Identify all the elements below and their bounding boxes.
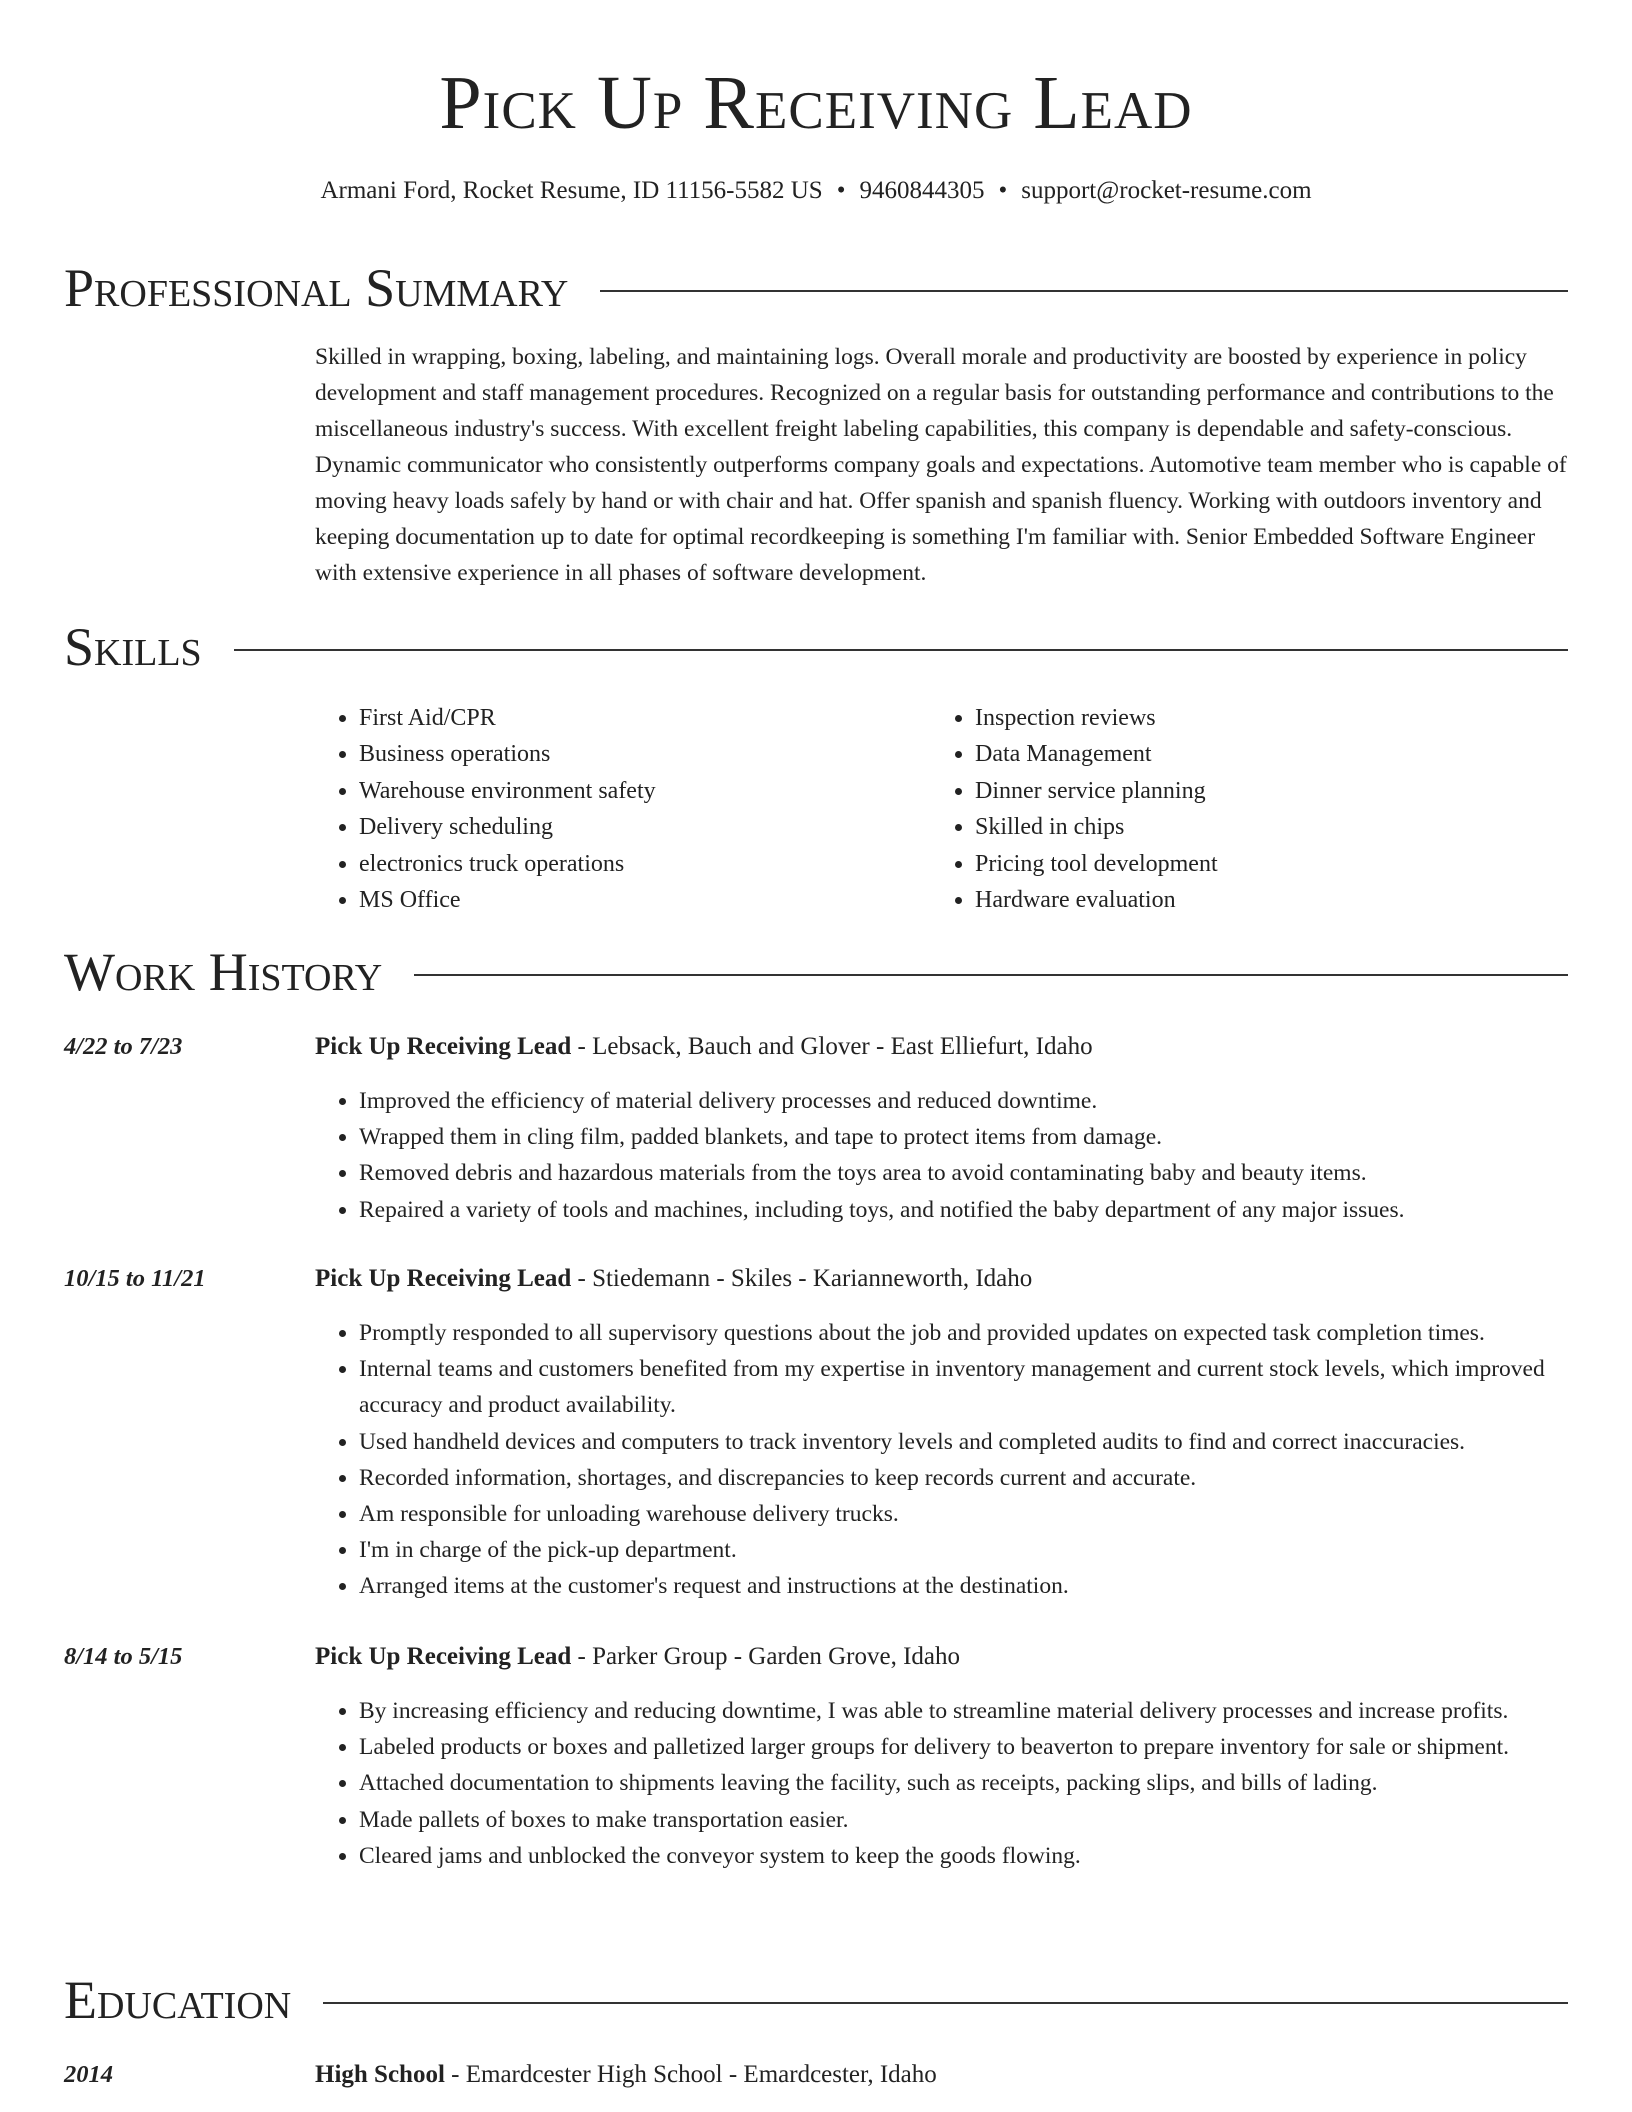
job-dates: 10/15 to 11/21 — [64, 1265, 206, 1292]
job-title: Pick Up Receiving Lead — [315, 1033, 572, 1060]
contact-separator: • — [836, 177, 846, 204]
skill-item: • Pricing tool development — [975, 846, 1565, 882]
job-bullet: • Am responsible for unloading warehouse delivery trucks. — [359, 1496, 1620, 1532]
job-details: - Lebsack, Bauch and Glover - East Elliefurt, Idaho — [571, 1033, 1093, 1060]
contact-email: support@rocket-resume.com — [1021, 177, 1312, 204]
skills-list-left — [315, 700, 929, 918]
job-bullet: • Internal teams and customers benefited from my expertise in inventory management and current stock levels, which improved accuracy and product availability. — [359, 1351, 1620, 1423]
contact-separator: • — [998, 177, 1008, 204]
job-title: Pick Up Receiving Lead — [315, 1265, 572, 1292]
job-bullet: • I'm in charge of the pick-up department. — [359, 1532, 1620, 1568]
job-title: Pick Up Receiving Lead — [315, 1643, 572, 1670]
job-bullet: • Arranged items at the customer's request and instructions at the destination. — [359, 1568, 1620, 1604]
job-bullet: • Repaired a variety of tools and machines, including toys, and notified the baby department of any major issues. — [359, 1192, 1620, 1228]
skills-list-right — [931, 700, 1565, 918]
summary-heading: Professional Summary — [64, 258, 569, 318]
resume-title: Pick Up Receiving Lead — [439, 61, 1193, 145]
job-dates: 8/14 to 5/15 — [64, 1643, 183, 1670]
education-section-header — [64, 1970, 1568, 2030]
skill-item: • First Aid/CPR — [359, 700, 929, 736]
job-bullet: • Made pallets of boxes to make transportation easier. — [359, 1802, 1620, 1838]
skill-item: • Business operations — [359, 736, 929, 772]
skill-item: • Warehouse environment safety — [359, 773, 929, 809]
education-degree: High School — [315, 2061, 445, 2088]
job-details: - Parker Group - Garden Grove, Idaho — [571, 1643, 960, 1670]
job-bullet: • Improved the efficiency of material delivery processes and reduced downtime. — [359, 1083, 1620, 1119]
skill-item: • Delivery scheduling — [359, 809, 929, 845]
contact-line — [0, 174, 1632, 208]
job-details: - Stiedemann - Skiles - Karianneworth, Idaho — [571, 1265, 1033, 1292]
job-bullet: • Recorded information, shortages, and discrepancies to keep records current and accurate. — [359, 1460, 1620, 1496]
job-bullet: • Cleared jams and unblocked the conveyor system to keep the goods flowing. — [359, 1838, 1620, 1874]
education-details: - Emardcester High School - Emardcester, Idaho — [444, 2061, 937, 2088]
skill-item: • Dinner service planning — [975, 773, 1565, 809]
section-divider — [234, 649, 1568, 651]
job-heading — [315, 1640, 1575, 1674]
section-divider — [414, 974, 1568, 976]
section-divider — [600, 290, 1568, 292]
job-heading — [315, 1030, 1575, 1064]
work-heading: Work History — [64, 942, 383, 1002]
skill-item: • MS Office — [359, 882, 929, 918]
job-bullet: • By increasing efficiency and reducing downtime, I was able to streamline material delivery processes and increase profits. — [359, 1693, 1620, 1729]
summary-text: Skilled in wrapping, boxing, labeling, and maintaining logs. Overall morale and productivity are boosted by experience in policy development and staff management procedures. Recognized on a regular basis for outstanding performance and contributions to the miscellaneous industry's success. With excellent freight labeling capabilities, this company is dependable and safety-conscious. Dynamic communicator who consistently outperforms company goals and expectations. Automotive team member who is capable of moving heavy loads safely by hand or with chair and hat. Offer spanish and spanish fluency. Working with outdoors inventory and keeping documentation up to date for optimal recordkeeping is something I'm familiar with. Senior Embedded Software Engineer with extensive experience in all phases of software development. — [315, 344, 1567, 586]
skill-item: • Skilled in chips — [975, 809, 1565, 845]
skill-item: • electronics truck operations — [359, 846, 929, 882]
skill-item: • Data Management — [975, 736, 1565, 772]
job-bullets — [315, 1693, 1620, 1874]
skill-item: • Inspection reviews — [975, 700, 1565, 736]
education-heading-line — [315, 2058, 1575, 2092]
work-section-header — [64, 942, 1568, 1002]
skill-item: • Hardware evaluation — [975, 882, 1565, 918]
job-bullet: • Attached documentation to shipments leaving the facility, such as receipts, packing slips, and bills of lading. — [359, 1765, 1620, 1801]
job-dates: 4/22 to 7/23 — [64, 1033, 183, 1060]
job-bullet: • Labeled products or boxes and palletized larger groups for delivery to beaverton to prepare inventory for sale or shipment. — [359, 1729, 1620, 1765]
skills-heading: Skills — [64, 617, 202, 677]
job-bullets — [315, 1083, 1620, 1228]
job-heading — [315, 1262, 1575, 1296]
job-bullets — [315, 1315, 1620, 1605]
summary-section-header — [64, 258, 1568, 318]
job-bullet: • Promptly responded to all supervisory questions about the job and provided updates on expected task completion times. — [359, 1315, 1620, 1351]
job-bullet: • Removed debris and hazardous materials from the toys area to avoid contaminating baby and beauty items. — [359, 1155, 1620, 1191]
skills-section-header — [64, 617, 1568, 677]
job-bullet: • Used handheld devices and computers to track inventory levels and completed audits to find and correct inaccuracies. — [359, 1424, 1620, 1460]
education-heading: Education — [64, 1970, 292, 2030]
education-year: 2014 — [64, 2061, 113, 2088]
job-bullet: • Wrapped them in cling film, padded blankets, and tape to protect items from damage. — [359, 1119, 1620, 1155]
section-divider — [323, 2002, 1568, 2004]
contact-phone: 9460844305 — [859, 177, 985, 204]
contact-address: Armani Ford, Rocket Resume, ID 11156-5582 US — [320, 177, 823, 204]
